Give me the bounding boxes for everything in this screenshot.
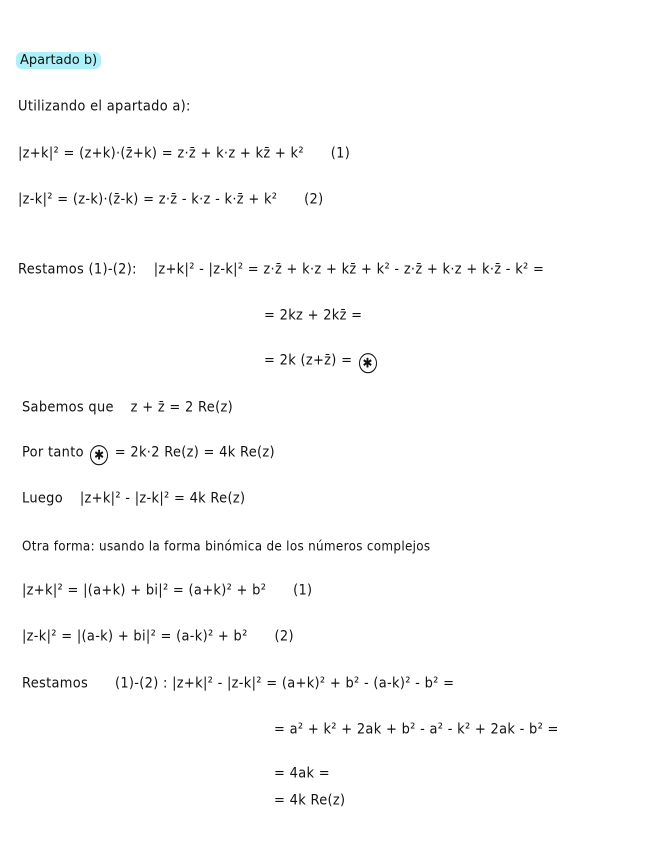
sabemos-label: Sabemos que <box>22 399 114 416</box>
section-title: Apartado b) <box>16 52 101 69</box>
luego-label: Luego <box>22 490 63 507</box>
asterisk-circle-icon: ✱ <box>359 353 377 373</box>
sabemos-line <box>22 399 233 416</box>
sabemos-expr: z + z̄ = 2 Re(z) <box>130 399 233 416</box>
equation-4-tag: (2) <box>274 628 294 645</box>
luego-expr: |z+k|² - |z-k|² = 4k Re(z) <box>79 490 246 507</box>
otra-forma-line: Otra forma: usando la forma binómica de los números complejos <box>22 538 431 554</box>
equation-4 <box>22 628 294 645</box>
equation-3-expr: |z+k|² = |(a+k) + bi|² = (a+k)² + b² <box>22 582 267 599</box>
step-2 <box>264 352 379 373</box>
subtraction-1-label: Restamos (1)-(2): <box>18 261 137 278</box>
por-tanto-expr: = 2k·2 Re(z) = 4k Re(z) <box>114 444 275 461</box>
equation-1 <box>18 145 350 162</box>
subtraction-2-expr: (1)-(2) : |z+k|² - |z-k|² = (a+k)² + b² - (a-k)² - b² = <box>114 675 455 692</box>
step-3: = a² + k² + 2ak + b² - a² - k² + 2ak - b² = <box>274 721 559 738</box>
equation-1-expr: |z+k|² = (z+k)·(z̄+k) = z·z̄ + k·z + kz̄ + k² <box>18 145 304 162</box>
equation-4-expr: |z-k|² = |(a-k) + bi|² = (a-k)² + b² <box>22 628 248 645</box>
step-4: = 4ak = <box>274 765 330 782</box>
intro-line: Utilizando el apartado a): <box>18 98 191 115</box>
equation-2-expr: |z-k|² = (z-k)·(z̄-k) = z·z̄ - k·z - k·z̄ + k² <box>18 191 278 208</box>
subtraction-2-label: Restamos <box>22 675 89 692</box>
step-5: = 4k Re(z) <box>274 792 346 809</box>
equation-3-tag: (1) <box>293 582 313 599</box>
step-2-expr: = 2k (z+z̄) = <box>264 352 353 369</box>
por-tanto-line <box>22 444 275 465</box>
por-tanto-label: Por tanto <box>22 444 84 461</box>
subtraction-line-1 <box>18 261 544 278</box>
asterisk-circle-icon: ✱ <box>90 445 108 465</box>
equation-2 <box>18 191 324 208</box>
luego-line <box>22 490 245 507</box>
equation-3 <box>22 582 312 599</box>
subtraction-1-expr: |z+k|² - |z-k|² = z·z̄ + k·z + kz̄ + k² - z·z̄ + k·z + k·z̄ - k² = <box>153 261 545 278</box>
equation-2-tag: (2) <box>304 191 324 208</box>
equation-1-tag: (1) <box>330 145 351 162</box>
subtraction-line-2 <box>22 675 454 692</box>
step-1: = 2kz + 2kz̄ = <box>264 307 363 324</box>
